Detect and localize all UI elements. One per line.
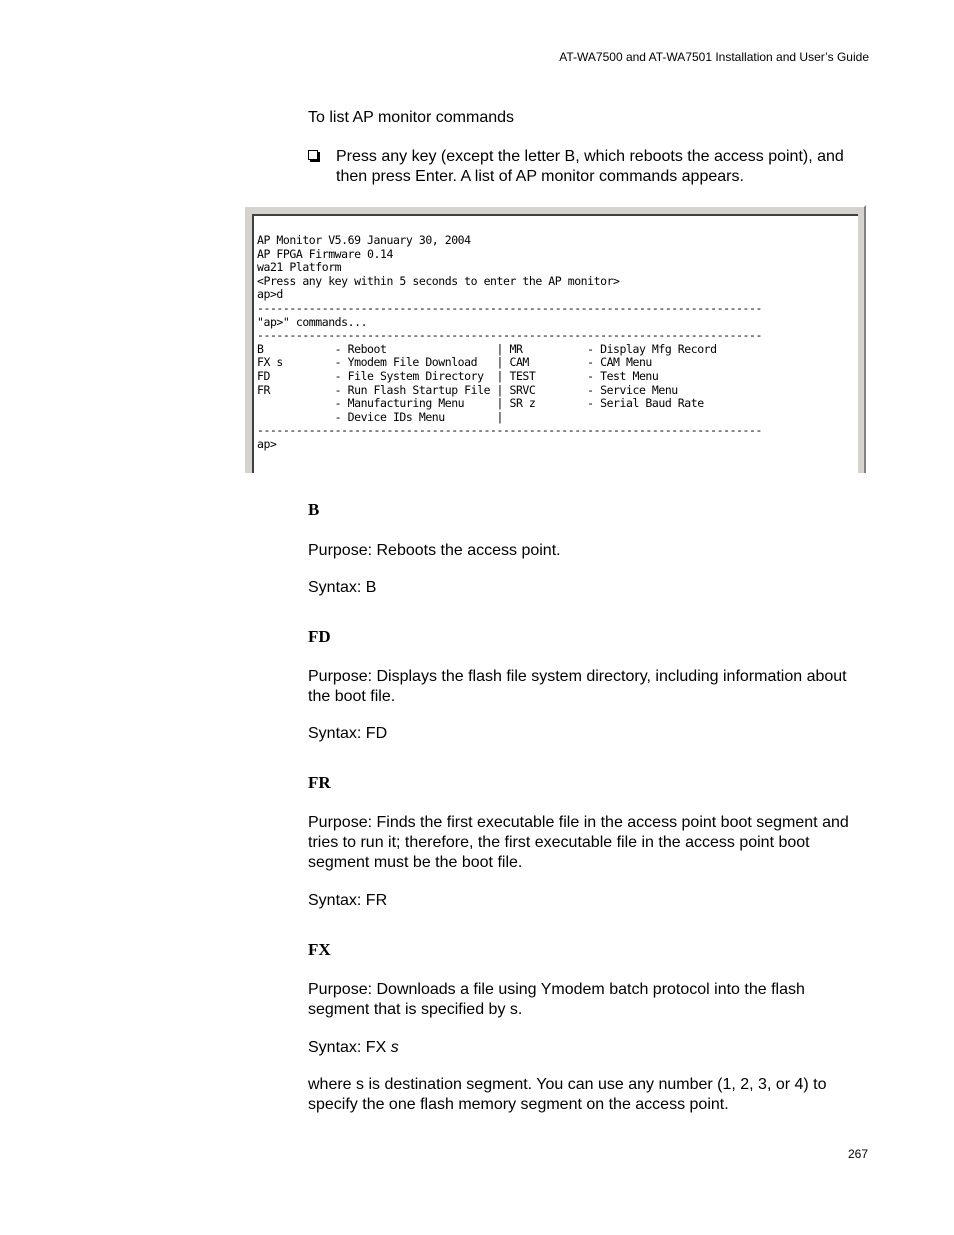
command-heading-b: B	[308, 500, 320, 519]
terminal-line: ------------------------------------------------------------------------------	[257, 423, 762, 438]
command-fx-syntax	[308, 1038, 868, 1058]
command-heading-fd: FD	[308, 627, 331, 646]
terminal-line: <Press any key within 5 seconds to enter the AP monitor>	[257, 273, 620, 288]
command-fr-syntax: Syntax: FR	[308, 892, 388, 909]
command-fx-syntax-prefix: Syntax: FX	[308, 1039, 391, 1056]
command-fd-syntax: Syntax: FD	[308, 725, 388, 742]
terminal-screenshot	[243, 205, 866, 473]
terminal-line: "ap>" commands...	[257, 314, 368, 329]
procedure-heading: To list AP monitor commands	[308, 109, 515, 126]
terminal-line: FD - File System Directory | TEST - Test Menu	[257, 368, 659, 383]
terminal-line: - Manufacturing Menu | SR z - Serial Baud Rate	[257, 396, 704, 411]
command-fx-note: where s is destination segment. You can use any number (1, 2, 3, or 4) to specify the one flash memory segment on the access point.	[308, 1076, 827, 1113]
checkbox-bullet-icon	[308, 150, 318, 160]
terminal-output	[257, 234, 762, 452]
terminal-line: wa21 Platform	[257, 260, 342, 275]
terminal-line: B - Reboot | MR - Display Mfg Record	[257, 341, 717, 356]
command-b-purpose: Purpose: Reboots the access point.	[308, 542, 561, 559]
command-heading-fx: FX	[308, 940, 331, 959]
page-number: 267	[847, 1147, 868, 1161]
terminal-line: ------------------------------------------------------------------------------	[257, 300, 762, 315]
terminal-line: ------------------------------------------------------------------------------	[257, 328, 762, 343]
terminal-line: FR - Run Flash Startup File | SRVC - Service Menu	[257, 382, 678, 397]
terminal-line: AP Monitor V5.69 January 30, 2004	[257, 233, 471, 247]
procedure-step: Press any key (except the letter B, which reboots the access point), and then press Enter. A list of AP monitor commands appears.	[336, 148, 844, 185]
terminal-line: ap>	[257, 436, 277, 451]
terminal-window	[252, 214, 858, 473]
command-b-syntax: Syntax: B	[308, 579, 377, 596]
running-header: AT-WA7500 and AT-WA7501 Installation and User’s Guide	[559, 50, 869, 64]
command-fx-syntax-arg: s	[390, 1039, 399, 1056]
command-fd-purpose: Purpose: Displays the flash file system directory, including information about the boot file.	[308, 668, 847, 705]
command-heading-fr: FR	[308, 773, 331, 792]
terminal-line: FX s - Ymodem File Download | CAM - CAM Menu	[257, 355, 652, 370]
terminal-line: AP FPGA Firmware 0.14	[257, 246, 393, 261]
command-fx-purpose: Purpose: Downloads a file using Ymodem batch protocol into the flash segment that is specified by s.	[308, 981, 805, 1018]
terminal-line: ap>d	[257, 287, 283, 302]
terminal-line: - Device IDs Menu |	[257, 409, 503, 424]
command-fr-purpose: Purpose: Finds the first executable file in the access point boot segment and tries to run it; therefore, the first executable file in the access point boot segment must be the boot file.	[308, 814, 849, 871]
